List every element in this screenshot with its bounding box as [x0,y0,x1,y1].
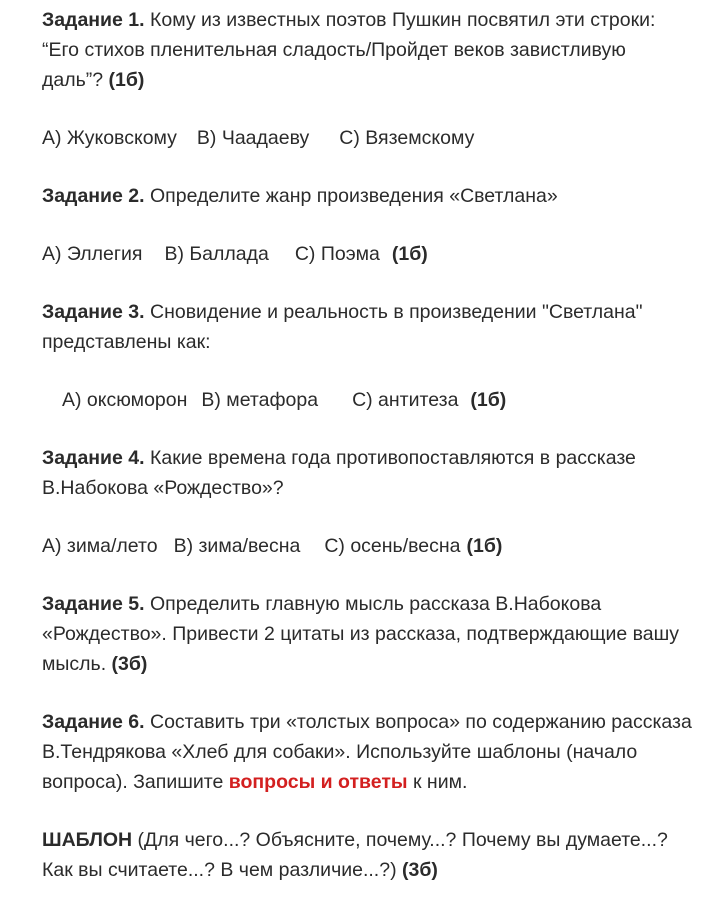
task-1-points: (1б) [108,69,145,91]
task-3-label: Задание 3. [42,301,145,323]
task-5-points: (3б) [111,653,148,675]
template-label: ШАБЛОН [42,829,133,851]
task-3-option-c: С) антитеза [352,389,459,411]
task-6-text: Составить три «толстых вопроса» по содержанию рассказа В.Тендрякова «Хлеб для собаки». Используйте шаблоны (начало вопроса). Запишите [42,711,692,793]
task-2-label: Задание 2. [42,185,145,207]
task-6-label: Задание 6. [42,711,145,733]
task-4-question [42,443,692,503]
task-6-text-end: к ним. [407,771,468,793]
task-2-options [42,239,692,269]
task-4-option-b: В) зима/весна [173,535,301,557]
task-2-option-a: А) Эллегия [42,243,143,265]
task-4-option-a: А) зима/лето [42,535,158,557]
task-4-options [42,531,692,561]
task-5-question [42,589,692,679]
task-1-question [42,5,692,95]
task-1-options [42,123,692,153]
task-6-highlight: вопросы и ответы [228,771,408,793]
template-text: (Для чего...? Объясните, почему...? Почему вы думаете...? Как вы считаете...? В чем различие...?) [42,829,668,881]
task-3-question [42,297,692,357]
task-2-text: Определите жанр произведения «Светлана» [144,185,558,207]
task-4-text: Какие времена года противопоставляются в рассказе В.Набокова «Рождество»? [42,447,636,499]
template-points: (3б) [401,859,438,881]
task-4-label: Задание 4. [42,447,145,469]
task-3-points: (1б) [470,389,507,411]
task-3-option-b: В) метафора [201,389,319,411]
task-3-text: Сновидение и реальность в произведении "Светлана" представлены как: [42,301,643,353]
task-2-points: (1б) [391,243,428,265]
task-1-option-c: С) Вяземскому [339,127,475,149]
task-5-label: Задание 5. [42,593,145,615]
task-5-text: Определить главную мысль рассказа В.Набокова «Рождество». Привести 2 цитаты из рассказа, подтверждающие вашу мысль. [42,593,680,675]
task-1-option-a: А) Жуковскому [42,127,177,149]
task-3-options [62,385,712,415]
task-6-question [42,707,692,797]
task-1-option-b: В) Чаадаеву [196,127,310,149]
task-2-question [42,181,692,211]
task-4-points: (1б) [466,535,503,557]
template-block [42,825,692,885]
task-4-option-c: С) осень/весна [324,535,461,557]
task-2-option-b: В) Баллада [164,243,269,265]
task-1-text: Кому из известных поэтов Пушкин посвятил эти строки: “Его стихов пленительная сладость/Пройдет веков завистливую даль”? [42,9,656,91]
task-1-label: Задание 1. [42,9,145,31]
task-3-option-a: А) оксюморон [62,389,188,411]
task-2-option-c: С) Поэма [294,243,380,265]
